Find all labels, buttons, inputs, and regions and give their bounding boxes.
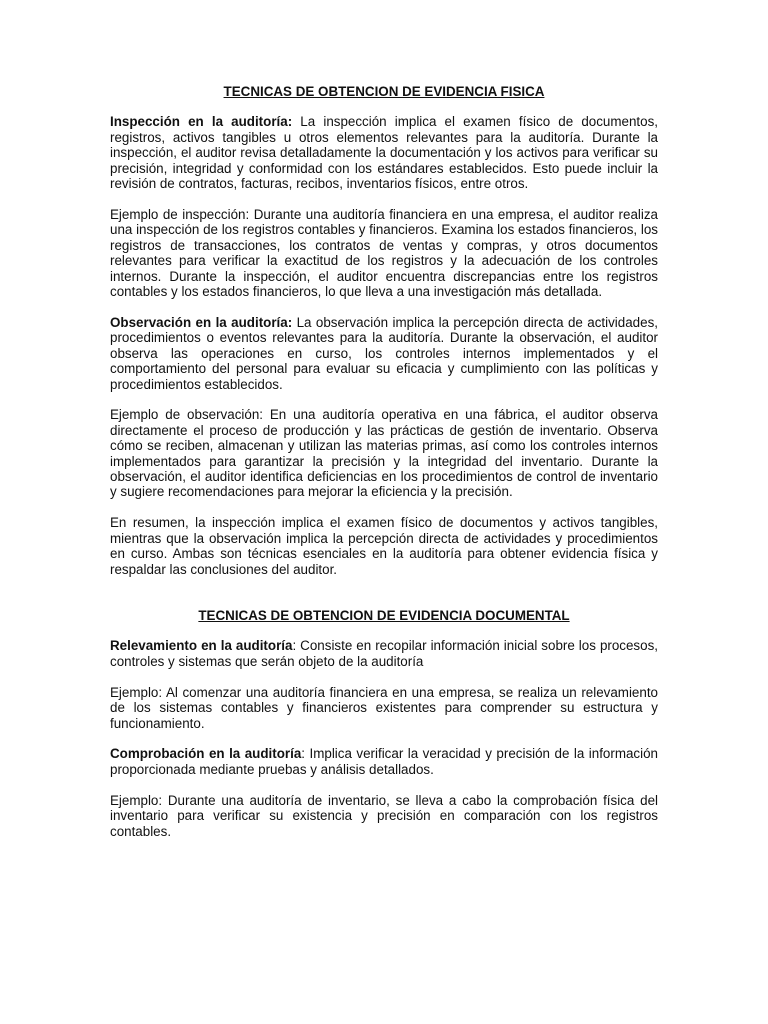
term-survey: Relevamiento en la auditoría xyxy=(110,638,293,654)
paragraph-survey-example: Ejemplo: Al comenzar una auditoría financiera en una empresa, se realiza un relevamiento de los sistemas contables y financieros existentes para comprender su estructura y funcionamiento. xyxy=(110,684,658,731)
text-observation: La observación implica la percepción directa de actividades, procedimientos o eventos relevantes para la auditoría. Durante la observación, el auditor observa las operaciones en curso, los controles internos implementados y el comportamiento del personal para evaluar su eficacia y cumplimiento con las políticas y procedimientos establecidos. xyxy=(110,314,658,392)
term-verification: Comprobación en la auditoría xyxy=(110,746,302,762)
paragraph-verification-example: Ejemplo: Durante una auditoría de inventario, se lleva a cabo la comprobación física del inventario para verificar su existencia y precisión en comparación con los registros contables. xyxy=(110,792,658,839)
paragraph-verification xyxy=(110,746,658,777)
section-title-physical-evidence: TECNICAS DE OBTENCION DE EVIDENCIA FISICA xyxy=(223,84,545,99)
term-inspection: Inspección en la auditoría: xyxy=(110,114,293,130)
paragraph-observation-example: Ejemplo de observación: En una auditoría operativa en una fábrica, el auditor observa directamente el proceso de producción y las prácticas de gestión de inventario. Observa cómo se reciben, almacenan y utilizan las materias primas, así como los controles internos implementados para garantizar la precisión y la integridad del inventario. Durante la observación, el auditor identifica deficiencias en los procedimientos de control de inventario y sugiere recomendaciones para mejorar la eficiencia y la precisión. xyxy=(110,407,658,500)
paragraph-survey xyxy=(110,638,658,669)
paragraph-summary: En resumen, la inspección implica el examen físico de documentos y activos tangibles, mientras que la observación implica la percepción directa de actividades y procedimientos en curso. Ambas son técnicas esenciales en la auditoría para obtener evidencia física y respaldar las conclusiones del auditor. xyxy=(110,515,658,577)
paragraph-observation xyxy=(110,315,658,392)
paragraph-inspection-example: Ejemplo de inspección: Durante una auditoría financiera en una empresa, el auditor realiza una inspección de los registros contables y financieros. Examina los estados financieros, los registros de transacciones, los contratos de ventas y compras, y otros documentos relevantes para verificar la exactitud de los registros y la adecuación de los controles internos. Durante la inspección, el auditor encuentra discrepancias entre los registros contables y los estados financieros, lo que lleva a una investigación más detallada. xyxy=(110,206,658,299)
term-observation: Observación en la auditoría: xyxy=(110,314,293,330)
text-inspection: La inspección implica el examen físico de documentos, registros, activos tangibles u otros elementos relevantes para la auditoría. Durante la inspección, el auditor revisa detalladamente la documentación y los activos para verificar su precisión, integridad y conformidad con los estándares establecidos. Esto puede incluir la revisión de contratos, facturas, recibos, inventarios físicos, entre otros. xyxy=(110,114,658,192)
text-survey: : Consiste en recopilar información inicial sobre los procesos, controles y sistemas que serán objeto de la auditoría xyxy=(110,638,658,669)
document-page xyxy=(110,84,658,854)
section-title-documentary-evidence: TECNICAS DE OBTENCION DE EVIDENCIA DOCUMENTAL xyxy=(198,607,570,623)
text-verification: : Implica verificar la veracidad y precisión de la información proporcionada mediante pruebas y análisis detallados. xyxy=(110,746,659,777)
paragraph-inspection xyxy=(110,114,658,191)
